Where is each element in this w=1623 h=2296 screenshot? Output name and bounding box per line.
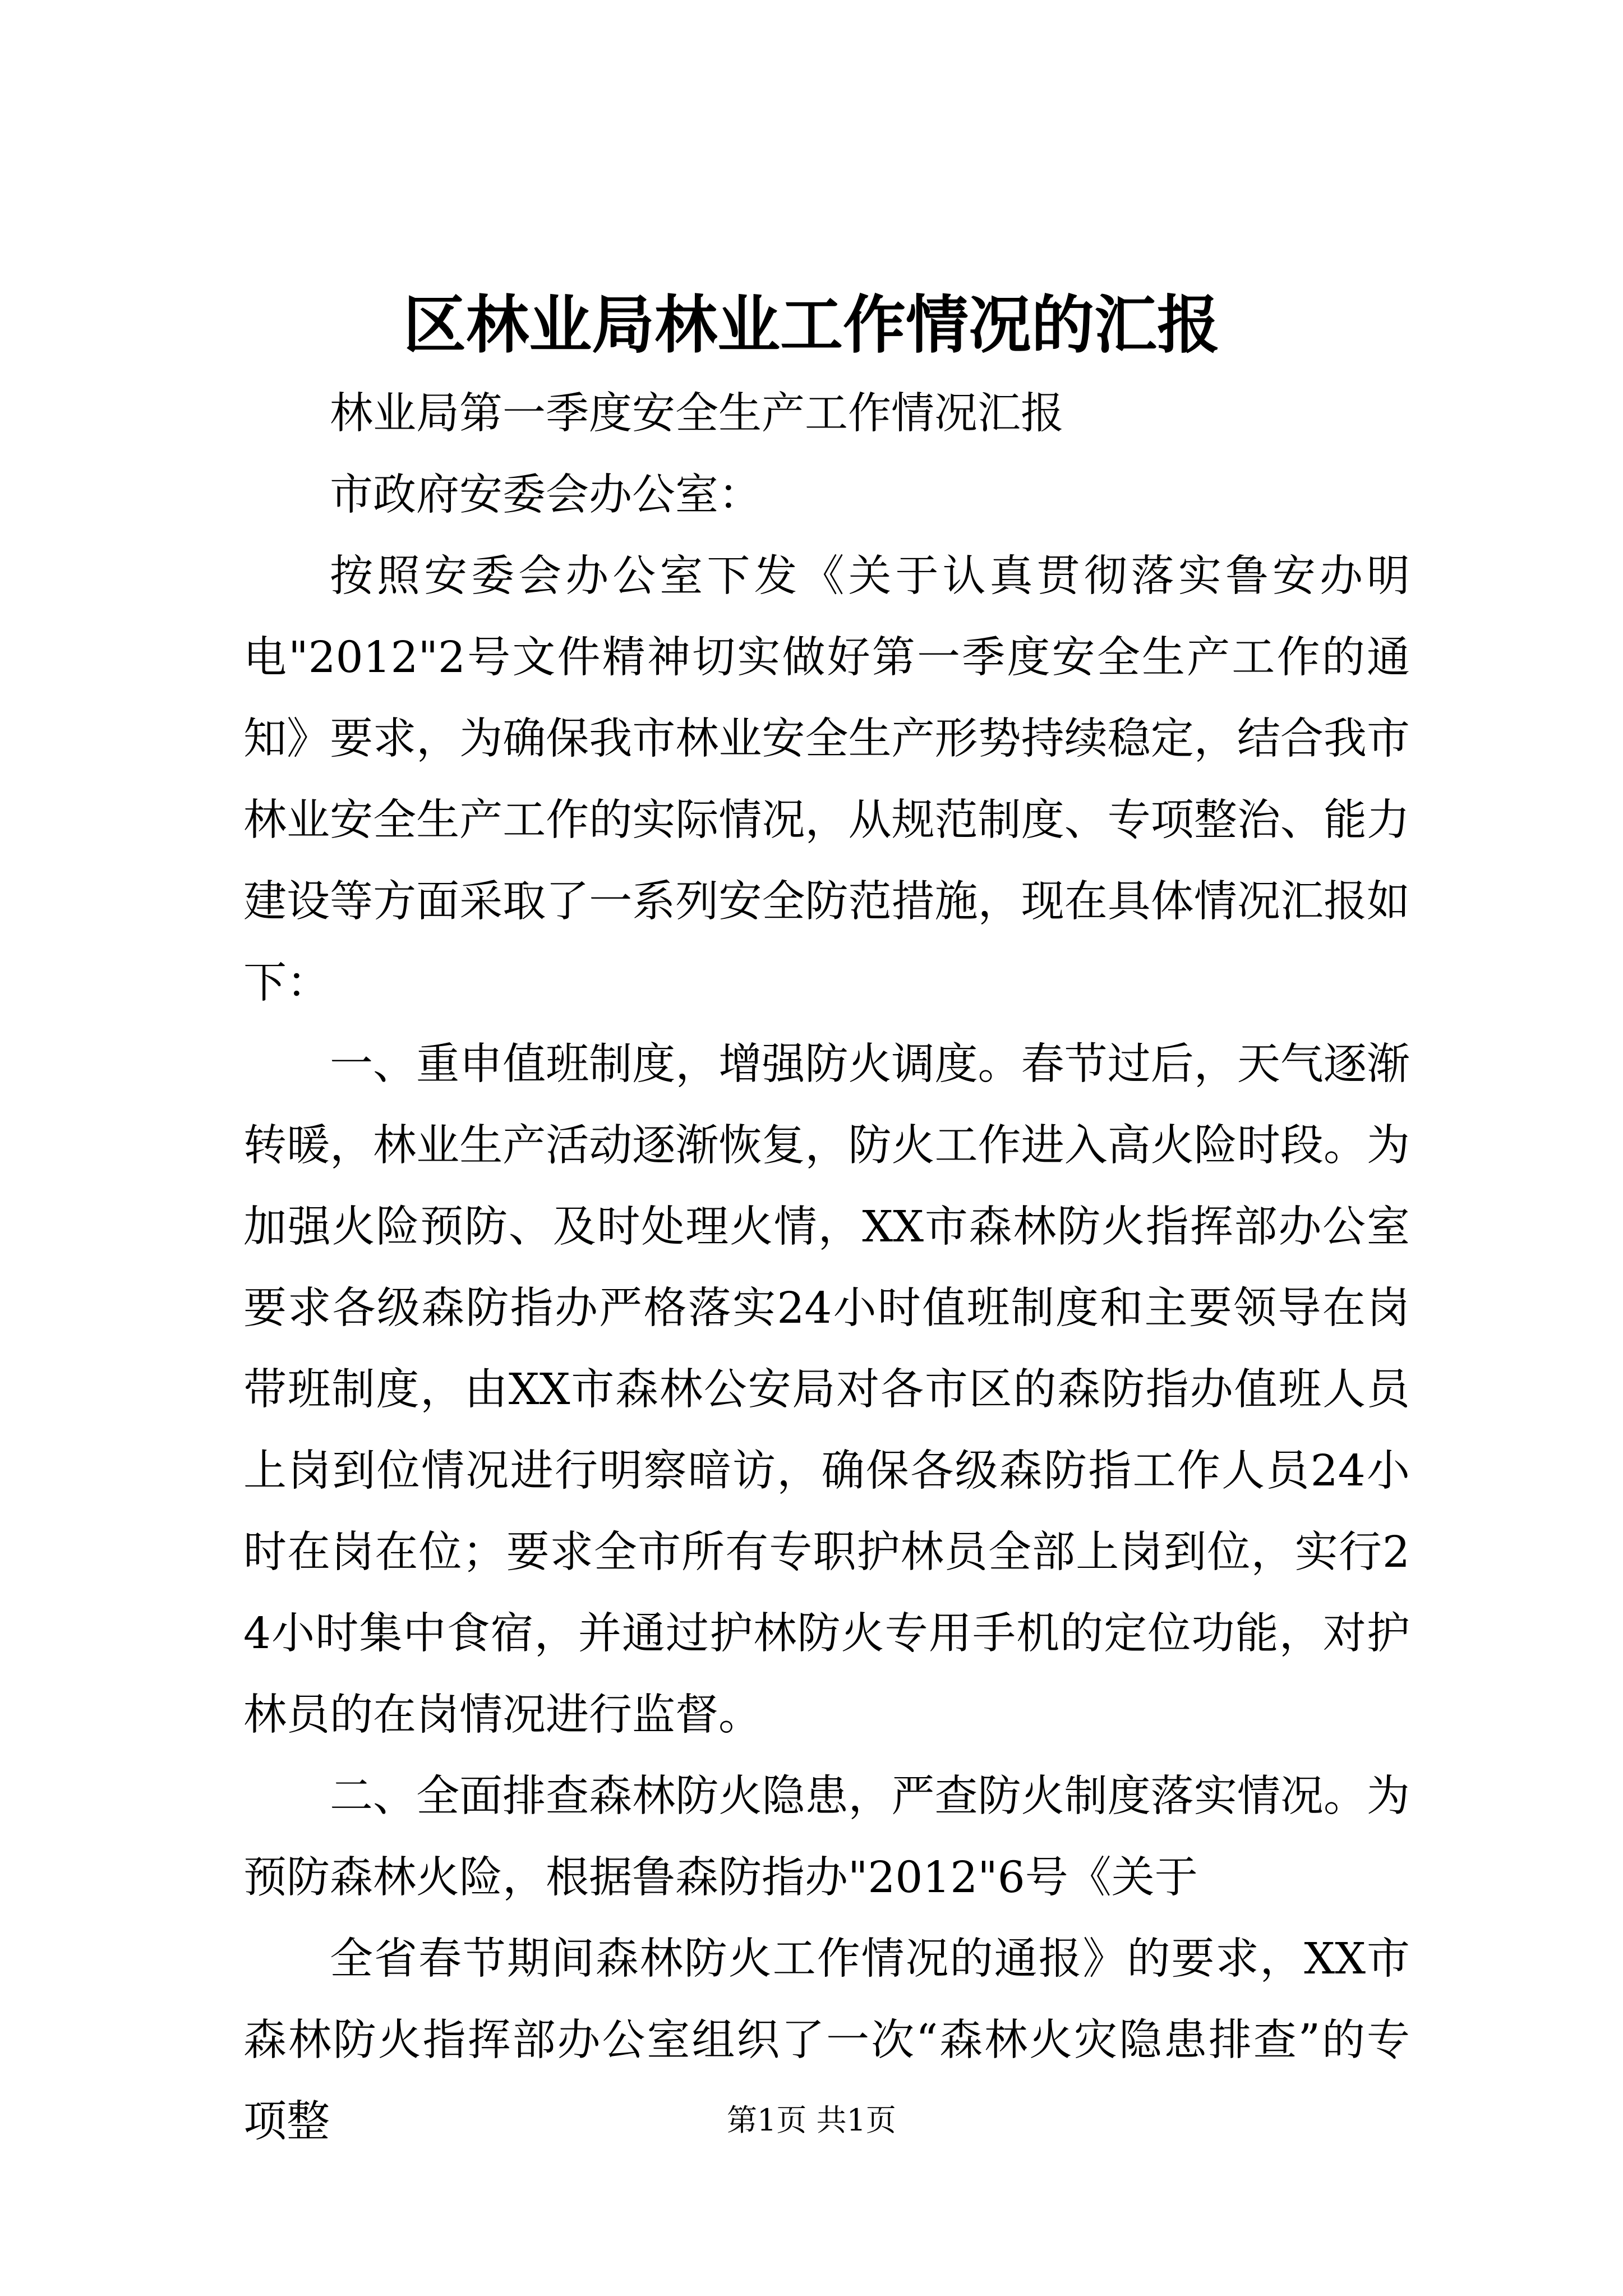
- salutation-paragraph: 市政府安委会办公室：: [330, 470, 762, 520]
- document-title: 区林业局林业工作情况的汇报: [403, 288, 1220, 362]
- subtitle-paragraph: 林业局第一季度安全生产工作情况汇报: [330, 389, 1064, 439]
- section-two-continuation-paragraph: 全省春节期间森林防火工作情况的通报》的要求，XX市森林防火指挥部办公室组织了一次“森林火灾隐患排查”的专项整: [243, 1934, 1410, 2147]
- page-footer: 第1页 共1页: [727, 2102, 896, 2138]
- section-one-paragraph: 一、重申值班制度，增强防火调度。春节过后，天气逐渐转暖，林业生产活动逐渐恢复，防火工作进入高火险时段。为加强火险预防、及时处理火情，XX市森林防火指挥部办公室要求各级森防指办严格落实24小时值班制度和主要领导在岗带班制度，由XX市森林公安局对各市区的森防指办值班人员上岗到位情况进行明察暗访，确保各级森防指工作人员24小时在岗在位；要求全市所有专职护林员全部上岗到位，实行24小时集中食宿，并通过护林防火专用手机的定位功能，对护林员的在岗情况进行监督。: [243, 1039, 1410, 1740]
- intro-paragraph: 按照安委会办公室下发《关于认真贯彻落实鲁安办明电"2012"2号文件精神切实做好第一季度安全生产工作的通知》要求，为确保我市林业安全生产形势持续稳定，结合我市林业安全生产工作的实际情况，从规范制度、专项整治、能力建设等方面采取了一系列安全防范措施，现在具体情况汇报如下：: [243, 551, 1410, 1008]
- document-body: [243, 373, 1410, 2162]
- section-two-paragraph: 二、全面排查森林防火隐患，严查防火制度落实情况。为预防森林火险，根据鲁森防指办"2012"6号《关于: [243, 1772, 1410, 1903]
